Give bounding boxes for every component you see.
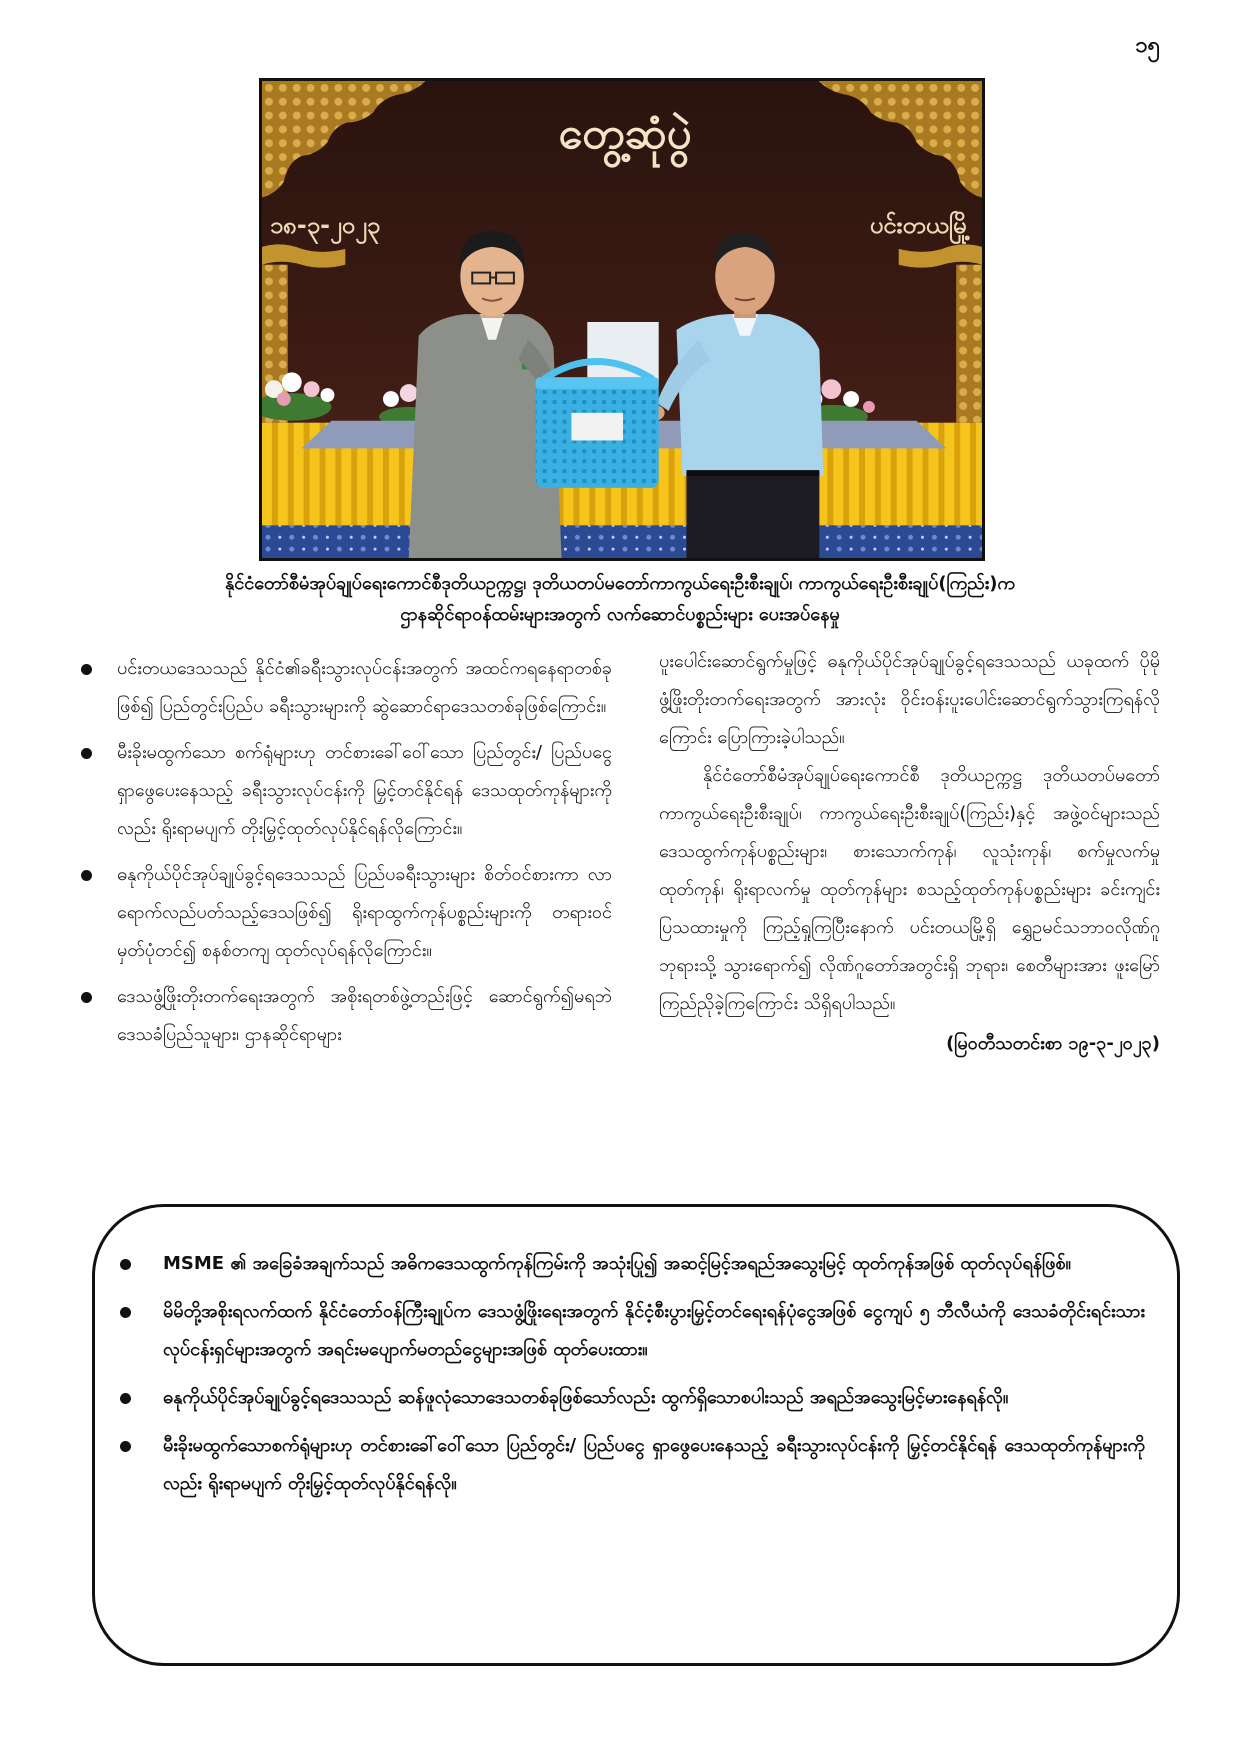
banner-title: တွေ့ဆုံပွဲ xyxy=(558,109,692,160)
summary-bullet-text: မိမိတို့အစိုးရလက်ထက် နိုင်ငံတော်ဝန်ကြီးချုပ်က ဒေသဖွံ့ဖြိုးရေးအတွက် နိုင်ငံ့စီးပွားမြှင့်တင်ရေးရန်ပုံငွေအဖြစ် ငွေကျပ် ၅ ဘီလီယံကို ဒေသခံတိုင်းရင်းသားလုပ်ငန်းရှင်များအတွက် အရင်းမပျောက်မတည်ငွေများအဖြစ် ထုတ်ပေးထား။ xyxy=(163,1301,1145,1360)
caption-line-2: ဌာနဆိုင်ရာဝန်ထမ်းများအတွက် လက်ဆောင်ပစ္စည်းများ ပေးအပ်နေမှု xyxy=(400,604,840,625)
bullet-icon xyxy=(81,664,92,675)
article-source: (မြဝတီသတင်းစာ ၁၉-၃-၂၀၂၃) xyxy=(946,1033,1160,1054)
summary-bullet-item xyxy=(163,1245,1145,1283)
page-number: ၁၅ xyxy=(1135,33,1160,58)
article-bullet-item xyxy=(78,650,612,726)
article-right-column xyxy=(659,643,1160,1199)
article-bullet-text: မီးခိုးမထွက်သော စက်ရုံများဟု တင်စားခေါ်ဝေါ်သော ပြည်တွင်း/ ပြည်ပငွေ ရှာဖွေပေးနေသည့် ခရီးသွားလုပ်ငန်းကို မြှင့်တင်နိုင်ရန် ဒေသထုတ်ကုန်များကိုလည်း ရိုးရာမပျက် တိုးမြှင့်ထုတ်လုပ်နိုင်ရန်လိုကြောင်း။ xyxy=(117,742,612,839)
bullet-icon xyxy=(120,1307,131,1318)
article-bullet-text: ဒေသဖွံ့ဖြိုးတိုးတက်ရေးအတွက် အစိုးရတစ်ဖွဲ့တည်းဖြင့် ဆောင်ရွက်၍မရဘဲ ဒေသခံပြည်သူများ၊ ဌာနဆိုင်ရာများ xyxy=(117,986,612,1045)
bullet-icon xyxy=(120,1259,131,1270)
article-bullet-item xyxy=(78,734,612,848)
summary-bullet-text: MSME ၏ အခြေခံအချက်သည် အဓိကဒေသထွက်ကုန်ကြမ်းကို အသုံးပြု၍ အဆင့်မြင့်အရည်အသွေးမြင့် ထုတ်ကုန်အဖြစ် ထုတ်လုပ်ရန်ဖြစ်။ xyxy=(163,1253,1071,1274)
article-bullet-list xyxy=(78,650,612,1054)
summary-bullet-list xyxy=(163,1245,1145,1503)
article-bullet-item xyxy=(78,978,612,1054)
bullet-icon xyxy=(81,992,92,1003)
article-bullet-item xyxy=(78,856,612,970)
photo-caption xyxy=(60,568,1180,630)
article-bullet-continuation: ပူးပေါင်းဆောင်ရွက်မှုဖြင့် ဓနုကိုယ်ပိုင်အုပ်ချုပ်ခွင့်ရဒေသသည် ယခုထက် ပိုမိုဖွံ့ဖြိုးတိုးတက်ရေးအတွက် အားလုံး ဝိုင်းဝန်းပူးပေါင်းဆောင်ရွက်သွားကြရန်လိုကြောင်း ပြောကြားခဲ့ပါသည်။ xyxy=(659,651,1160,748)
blue-gift-basket xyxy=(536,361,659,487)
article-left-column xyxy=(78,650,612,1195)
photo-scene xyxy=(262,81,982,558)
banner-date: ၁၈-၃-၂၀၂၃ xyxy=(269,211,381,240)
summary-bullet-text: ဓနုကိုယ်ပိုင်အုပ်ချုပ်ခွင့်ရဒေသသည် ဆန်ဖူလုံသောဒေသတစ်ခုဖြစ်သော်လည်း ထွက်ရှိသောစပါးသည် အရည်အသွေးမြင့်မားနေရန်လို။ xyxy=(163,1387,1009,1408)
summary-bullet-item xyxy=(163,1379,1145,1417)
event-photo xyxy=(259,78,985,561)
article-bullet-text: ဓနုကိုယ်ပိုင်အုပ်ချုပ်ခွင့်ရဒေသသည် ပြည်ပခရီးသွားများ စိတ်ဝင်စားကာ လာရောက်လည်ပတ်သည့်ဒေသဖြစ်၍ ရိုးရာထွက်ကုန်ပစ္စည်းများကို တရားဝင်မှတ်ပုံတင်၍ စနစ်တကျ ထုတ်လုပ်ရန်လိုကြောင်း။ xyxy=(117,864,612,961)
summary-bullet-text: မီးခိုးမထွက်သောစက်ရုံများဟု တင်စားခေါ်ဝေါ်သော ပြည်တွင်း/ ပြည်ပငွေ ရှာဖွေပေးနေသည့် ခရီးသွားလုပ်ငန်းကို မြှင့်တင်နိုင်ရန် ဒေသထုတ်ကုန်များကိုလည်း ရိုးရာမပျက် တိုးမြှင့်ထုတ်လုပ်နိုင်ရန်လို။ xyxy=(163,1435,1145,1494)
summary-box xyxy=(92,1204,1180,1666)
bullet-icon xyxy=(120,1441,131,1452)
bullet-icon xyxy=(81,870,92,881)
bullet-icon xyxy=(120,1393,131,1404)
summary-bullet-item xyxy=(163,1293,1145,1369)
article-bullet-text: ပင်းတယဒေသသည် နိုင်ငံ၏ခရီးသွားလုပ်ငန်းအတွက် အထင်ကရနေရာတစ်ခုဖြစ်၍ ပြည်တွင်းပြည်ပ ခရီးသွားများကို ဆွဲဆောင်ရာဒေသတစ်ခုဖြစ်ကြောင်း။ xyxy=(117,658,612,717)
summary-bullet-item xyxy=(163,1427,1145,1503)
blue-carpet xyxy=(262,525,982,558)
banner-location: ပင်းတယမြို့ xyxy=(869,211,971,240)
bullet-icon xyxy=(81,748,92,759)
caption-line-1: နိုင်ငံတော်စီမံအုပ်ချုပ်ရေးကောင်စီဒုတိယဥက္ကဋ္ဌ၊ ဒုတိယတပ်မတော်ကာကွယ်ရေးဦးစီးချုပ်၊ ကာကွယ်ရေးဦးစီးချုပ်(ကြည်း)က xyxy=(224,573,1016,594)
gold-pillar-right xyxy=(956,265,982,423)
article-paragraph: နိုင်ငံတော်စီမံအုပ်ချုပ်ရေးကောင်စီ ဒုတိယဥက္ကဋ္ဌ ဒုတိယတပ်မတော်ကာကွယ်ရေးဦးစီးချုပ်၊ ကာကွယ်ရေးဦးစီးချုပ်(ကြည်း)နှင့် အဖွဲ့ဝင်များသည် ဒေသထွက်ကုန်ပစ္စည်းများ၊ စားသောက်ကုန်၊ လူသုံးကုန်၊ စက်မှုလက်မှုထုတ်ကုန်၊ ရိုးရာလက်မှု ထုတ်ကုန်များ စသည့်ထုတ်ကုန်ပစ္စည်းများ ခင်းကျင်းပြသထားမှုကို ကြည့်ရှုကြပြီးနောက် ပင်းတယမြို့ရှိ ရွှေဥမင်သဘာဝလိုဏ်ဂူဘုရားသို့ သွားရောက်၍ လိုဏ်ဂူတော်အတွင်းရှိ ဘုရား၊ စေတီများအား ဖူးမြော်ကြည်ညိုခဲ့ကြကြောင်း သိရှိရပါသည်။ xyxy=(659,765,1160,1014)
